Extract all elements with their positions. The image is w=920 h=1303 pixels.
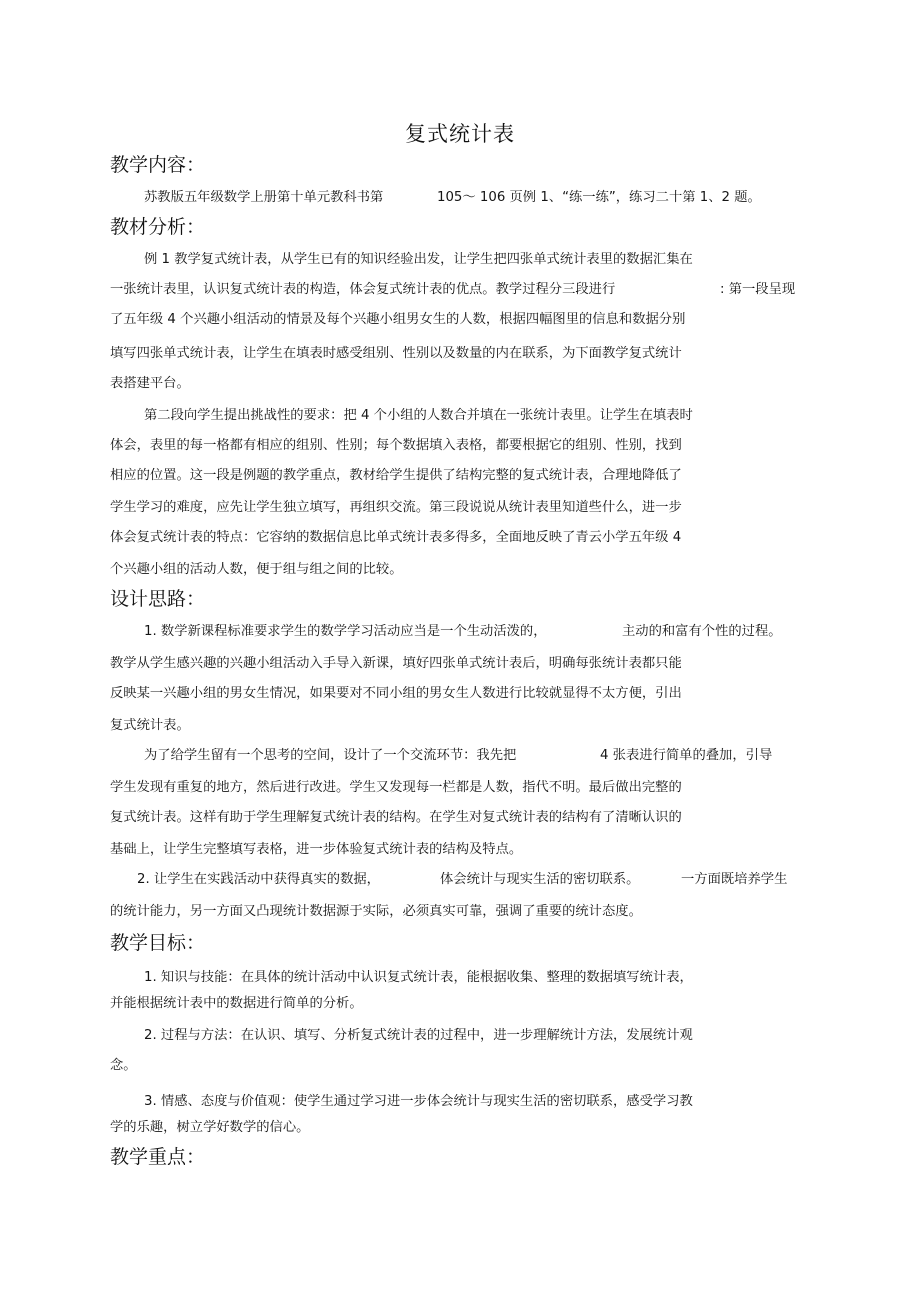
design-line: 2. 让学生在实践活动中获得真实的数据， <box>137 872 380 887</box>
section-heading-focus: 教学重点： <box>110 1146 206 1168</box>
design-line: 复式统计表。 <box>110 718 190 733</box>
analysis-line: 了五年级 4 个兴趣小组活动的情景及每个兴趣小组男女生的人数，根据四幅图里的信息和数据分别 <box>110 312 686 327</box>
design-line: 主动的和富有个性的过程。 <box>622 624 782 639</box>
goals-line: 2. 过程与方法：在认识、填写、分析复式统计表的过程中，进一步理解统计方法，发展统计观 <box>144 1028 693 1043</box>
analysis-line: 相应的位置。这一段是例题的教学重点，教材给学生提供了结构完整的复式统计表，合理地降低了 <box>110 468 682 483</box>
goals-line: 1. 知识与技能：在具体的统计活动中认识复式统计表，能根据收集、整理的数据填写统计表， <box>144 970 693 985</box>
analysis-line: 一张统计表里，认识复式统计表的构造，体会复式统计表的优点。教学过程分三段进行 <box>110 282 616 297</box>
content-line: 105～ 106 页例 1、“练一练”，练习二十第 1、2 题。 <box>437 190 761 205</box>
analysis-line: 体会，表里的每一格都有相应的组别、性别；每个数据填入表格，都要根据它的组别、性别，找到 <box>110 438 682 453</box>
page-title: 复式统计表 <box>405 122 515 146</box>
analysis-line: 体会复式统计表的特点：它容纳的数据信息比单式统计表多得多，全面地反映了青云小学五年级 4 <box>110 530 682 545</box>
analysis-line: : 第一段呈现 <box>720 282 796 297</box>
design-line: 反映某一兴趣小组的男女生情况，如果要对不同小组的男女生人数进行比较就显得不太方便，引出 <box>110 686 682 701</box>
design-line: 为了给学生留有一个思考的空间，设计了一个交流环节：我先把 <box>144 748 517 763</box>
design-line: 的统计能力，另一方面又凸现统计数据源于实际，必须真实可靠，强调了重要的统计态度。 <box>110 904 642 919</box>
section-heading-analysis: 教材分析： <box>110 216 206 238</box>
design-line: 教学从学生感兴趣的兴趣小组活动入手导入新课，填好四张单式统计表后，明确每张统计表都只能 <box>110 656 682 671</box>
design-line: 体会统计与现实生活的密切联系。 <box>440 872 640 887</box>
analysis-line: 例 1 教学复式统计表，从学生已有的知识经验出发，让学生把四张单式统计表里的数据汇集在 <box>144 252 693 267</box>
section-heading-content: 教学内容： <box>110 154 206 176</box>
goals-line: 3. 情感、态度与价值观：使学生通过学习进一步体会统计与现实生活的密切联系，感受学习教 <box>144 1094 693 1109</box>
analysis-line: 第二段向学生提出挑战性的要求：把 4 个小组的人数合并填在一张统计表里。让学生在填表时 <box>144 408 693 423</box>
design-line: 复式统计表。这样有助于学生理解复式统计表的结构。在学生对复式统计表的结构有了清晰认识的 <box>110 810 682 825</box>
design-line: 基础上，让学生完整填写表格，进一步体验复式统计表的结构及特点。 <box>110 842 523 857</box>
design-line: 一方面既培养学生 <box>681 872 788 887</box>
design-line: 学生发现有重复的地方，然后进行改进。学生又发现每一栏都是人数，指代不明。最后做出完整的 <box>110 780 682 795</box>
content-line: 苏教版五年级数学上册第十单元教科书第 <box>144 190 384 205</box>
analysis-line: 个兴趣小组的活动人数，便于组与组之间的比较。 <box>110 562 403 577</box>
goals-line: 并能根据统计表中的数据进行简单的分析。 <box>110 996 363 1011</box>
analysis-line: 学生学习的难度，应先让学生独立填写，再组织交流。第三段说说从统计表里知道些什么，进一步 <box>110 500 682 515</box>
goals-line: 学的乐趣，树立学好数学的信心。 <box>110 1120 310 1135</box>
analysis-line: 填写四张单式统计表，让学生在填表时感受组别、性别以及数量的内在联系，为下面教学复式统计 <box>110 346 682 361</box>
analysis-line: 表搭建平台。 <box>110 376 190 391</box>
design-line: 1. 数学新课程标准要求学生的数学学习活动应当是一个生动活泼的， <box>144 624 547 639</box>
goals-line: 念。 <box>110 1058 137 1073</box>
section-heading-goals: 教学目标： <box>110 932 206 954</box>
design-line: 4 张表进行简单的叠加，引导 <box>600 748 773 763</box>
section-heading-design: 设计思路： <box>110 588 206 610</box>
